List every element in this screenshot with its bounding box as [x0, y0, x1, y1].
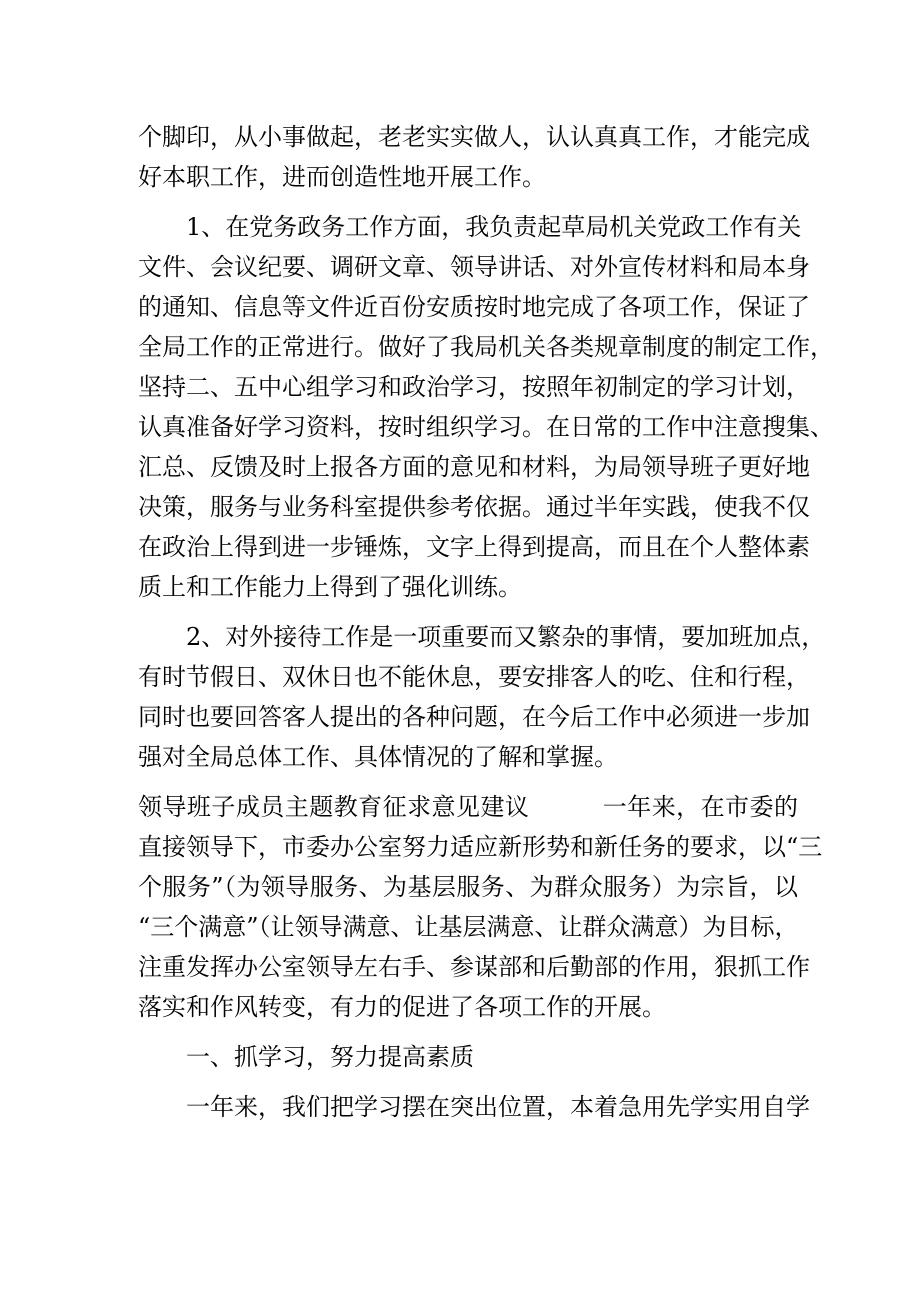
text-line: 认真准备好学习资料，按时组织学习。在日常的工作中注意搜集、 [138, 413, 834, 441]
text-line: 2、对外接待工作是一项重要而又繁杂的事情，要加班加点， [186, 623, 826, 651]
text-line: 决策，服务与业务科室提供参考依据。通过半年实践，使我不仅 [138, 493, 810, 521]
text-line: 一年来，我们把学习摆在突出位置，本着急用先学实用自学 [186, 1093, 810, 1121]
text-line: 文件、会议纪要、调研文章、领导讲话、对外宣传材料和局本身 [138, 253, 810, 281]
text-line: 在政治上得到进一步锤炼，文字上得到提高，而且在个人整体素 [138, 533, 810, 561]
text-line: 注重发挥办公室领导左右手、参谋部和后勤部的作用，狠抓工作 [138, 953, 810, 981]
text-line: 全局工作的正常进行。做好了我局机关各类规章制度的制定工作， [138, 333, 834, 361]
text-line: 个脚印，从小事做起，老老实实做人，认认真真工作，才能完成 [138, 123, 810, 151]
text-line: 直接领导下，市委办公室努力适应新形势和新任务的要求，以“三 [138, 833, 823, 861]
text-line: 有时节假日、双休日也不能休息，要安排客人的吃、住和行程， [138, 663, 810, 691]
text-line: 强对全局总体工作、具体情况的了解和掌握。 [138, 743, 618, 771]
section-heading: 一、抓学习，努力提高素质 [186, 1043, 474, 1071]
text-line: 领导班子成员主题教育征求意见建议 一年来，在市委的 [138, 793, 798, 821]
text-line: 的通知、信息等文件近百份安质按时地完成了各项工作，保证了 [138, 293, 810, 321]
text-line: 汇总、反馈及时上报各方面的意见和材料，为局领导班子更好地 [138, 453, 810, 481]
text-line: 个服务”（为领导服务、为基层服务、为群众服务）为宗旨，以 [138, 873, 798, 901]
text-line: “三个满意”（让领导满意、让基层满意、让群众满意）为目标， [138, 913, 799, 941]
text-line: 落实和作风转变，有力的促进了各项工作的开展。 [138, 993, 666, 1021]
text-line: 好本职工作，进而创造性地开展工作。 [138, 163, 546, 191]
text-line: 质上和工作能力上得到了强化训练。 [138, 573, 522, 601]
text-line: 同时也要回答客人提出的各种问题，在今后工作中必须进一步加 [138, 703, 810, 731]
text-line: 坚持二、五中心组学习和政治学习，按照年初制定的学习计划， [138, 373, 810, 401]
text-line: 1、在党务政务工作方面，我负责起草局机关党政工作有关 [186, 213, 802, 241]
